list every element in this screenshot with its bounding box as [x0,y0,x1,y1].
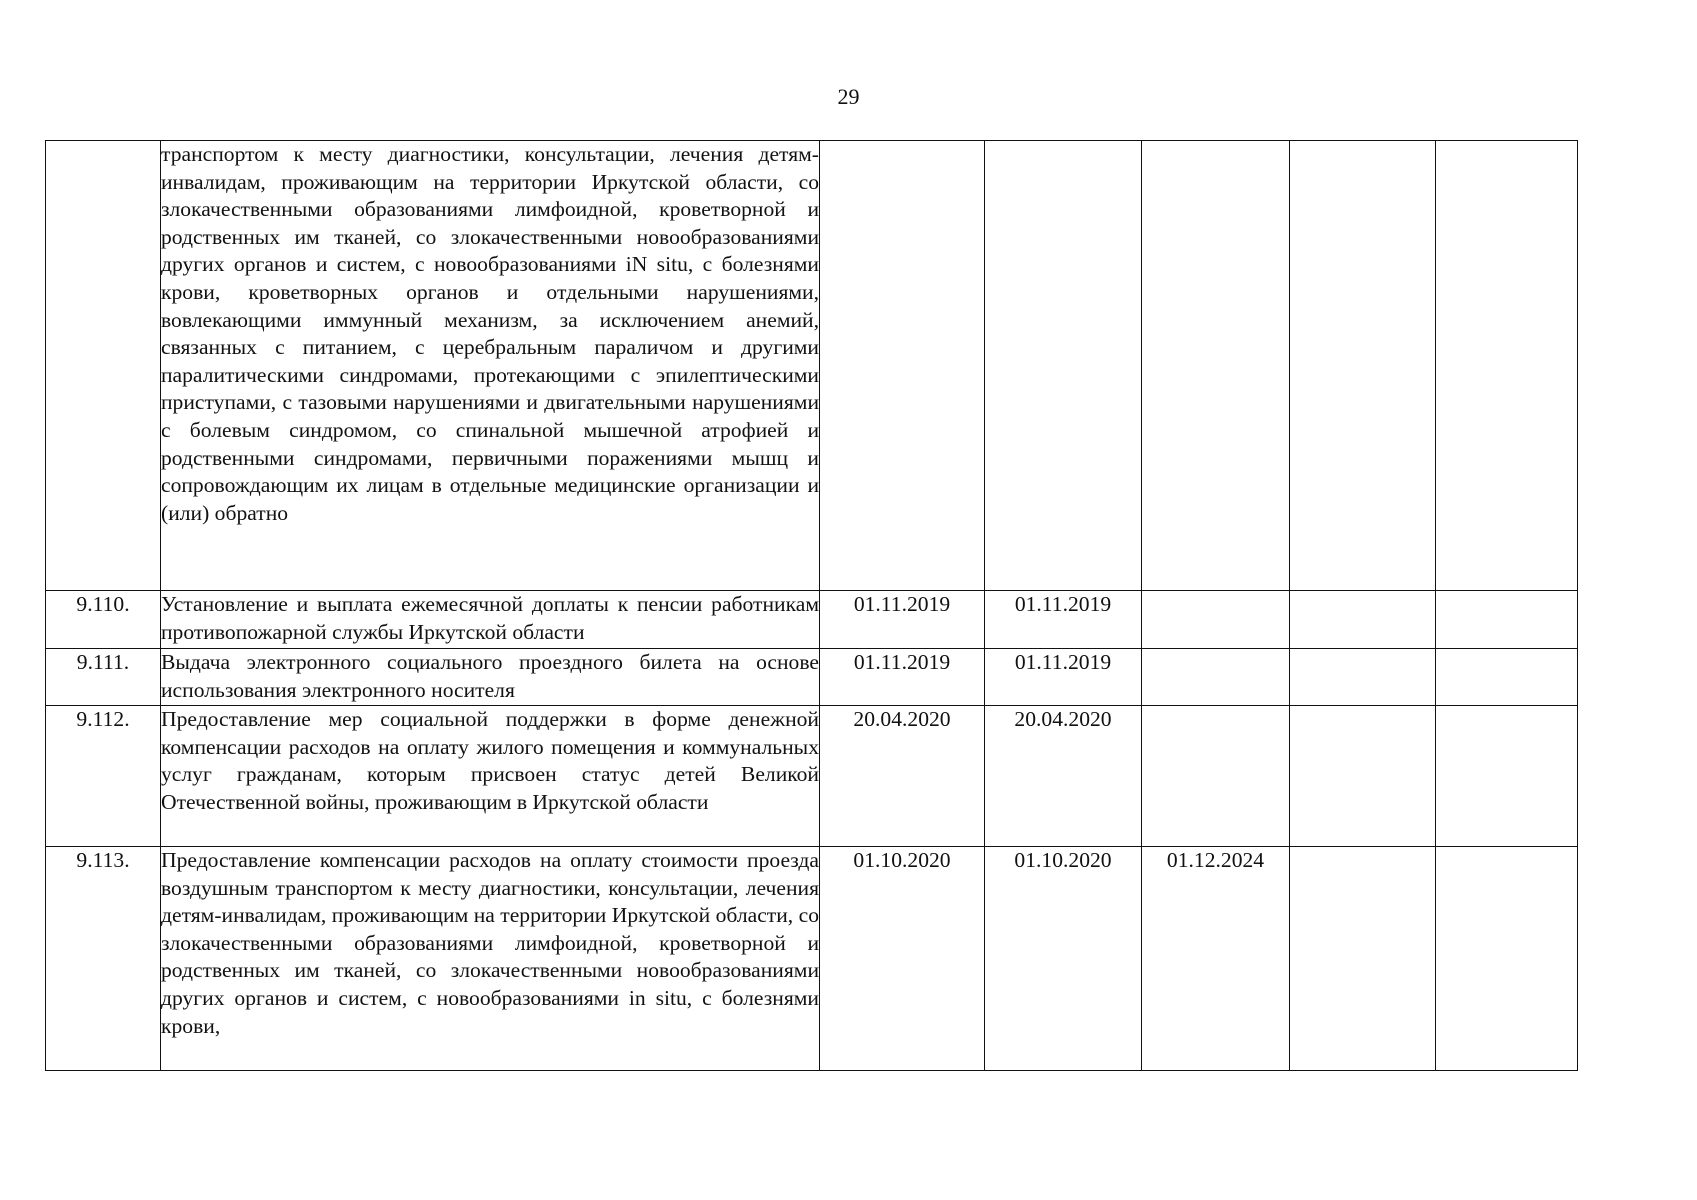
date-column-2: 01.10.2020 [985,847,1142,1071]
table-row [46,591,1578,649]
row-number [46,141,161,591]
service-description [161,141,820,591]
date-column-3 [1142,141,1290,591]
service-description [161,847,820,1071]
date-column-2 [985,141,1142,591]
date-column-2: 01.11.2019 [985,649,1142,706]
services-table [45,140,1578,1071]
column-7-cell [1436,591,1578,649]
date-column-3 [1142,649,1290,706]
service-description-text: Выдача электронного социального проездного билета на основе использования электронного носителя [161,650,819,702]
date-column-2: 01.11.2019 [985,591,1142,649]
service-description-text: Предоставление мер социальной поддержки в форме денежной компенсации расходов на оплату жилого помещения и коммунальных услуг гражданам, которым присвоен статус детей Великой Отечественной войны, проживающим в Иркутской области [161,707,819,814]
column-7-cell [1436,649,1578,706]
table-row [46,706,1578,847]
date-column-1: 01.10.2020 [820,847,985,1071]
column-6-cell [1290,141,1436,591]
service-description-text: Предоставление компенсации расходов на оплату стоимости проезда воздушным транспортом к месту диагностики, консультации, лечения детям-инвалидам, проживающим на территории Иркутской области, со злокачественными образованиями лимфоидной, кроветворной и родственных им тканей, со злокачественными новообразованиями других органов и систем, с новообразованиями in situ, с болезнями крови, [161,848,819,1038]
column-6-cell [1290,706,1436,847]
column-6-cell [1290,847,1436,1071]
page-number: 29 [837,84,860,109]
date-column-1: 20.04.2020 [820,706,985,847]
date-column-3: 01.12.2024 [1142,847,1290,1071]
column-7-cell [1436,847,1578,1071]
column-6-cell [1290,649,1436,706]
date-column-1 [820,141,985,591]
column-7-cell [1436,141,1578,591]
column-7-cell [1436,706,1578,847]
table-row [46,847,1578,1071]
date-column-2: 20.04.2020 [985,706,1142,847]
date-column-3 [1142,591,1290,649]
row-number: 9.113. [46,847,161,1071]
row-number: 9.112. [46,706,161,847]
service-description-text: Установление и выплата ежемесячной доплаты к пенсии работникам противопожарной службы Иркутской области [161,592,819,644]
service-description-text: транспортом к месту диагностики, консультации, лечения детям-инвалидам, проживающим на территории Иркутской области, со злокачественными образованиями лимфоидной, кроветворной и родственных им тканей, со злокачественными новообразованиями других органов и систем, с новообразованиями iN situ, с болезнями крови, кроветворных органов и отдельными нарушениями, вовлекающими иммунный механизм, за исключением анемий, связанных с питанием, с церебральным параличом и другими паралитическими синдромами, протекающими с эпилептическими приступами, с тазовыми нарушениями и двигательными нарушениями с болевым синдромом, со спинальной мышечной атрофией и родственными синдромами, первичными поражениями мышц и сопровождающим их лицам в отдельные медицинские организации и (или) обратно [161,142,819,525]
column-6-cell [1290,591,1436,649]
date-column-1: 01.11.2019 [820,591,985,649]
table-row [46,141,1578,591]
row-number: 9.111. [46,649,161,706]
date-column-3 [1142,706,1290,847]
date-column-1: 01.11.2019 [820,649,985,706]
service-description [161,591,820,649]
service-description [161,649,820,706]
table-row [46,649,1578,706]
row-number: 9.110. [46,591,161,649]
service-description [161,706,820,847]
